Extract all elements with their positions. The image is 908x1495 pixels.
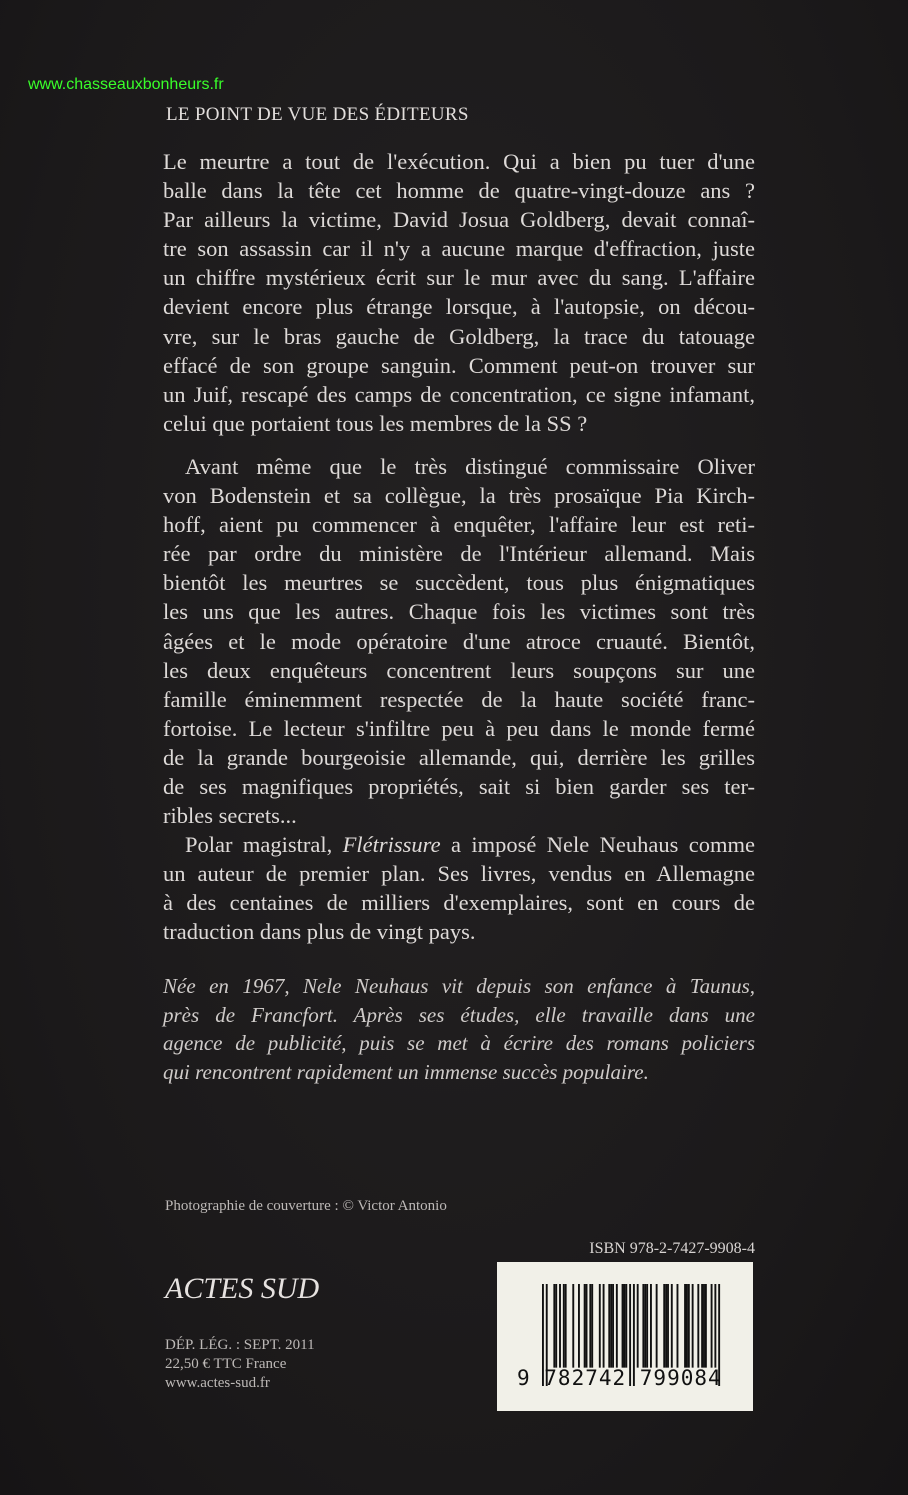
barcode-bar	[584, 1284, 586, 1368]
text-line: les deux enquêteurs concentrent leurs soupçons sur une	[163, 657, 755, 683]
barcode-bar	[671, 1284, 673, 1368]
text-line: Avant même que le très distingué commissaire Oliver	[185, 454, 755, 479]
text-line: traduction dans plus de vingt pays.	[163, 919, 476, 945]
text-line: de ses magnifiques propriétés, sait si bien garder ses ter-	[163, 774, 755, 800]
barcode-bar	[608, 1284, 610, 1368]
barcode-bar	[578, 1284, 580, 1368]
barcode-bar	[665, 1284, 667, 1368]
barcode-bar	[622, 1284, 624, 1368]
text-line: de la grande bourgeoisie allemande, qui, derrière les grilles	[163, 744, 755, 770]
cover-photo-credit: Photographie de couverture : © Victor Antonio	[165, 1198, 447, 1214]
text-line: hoff, aient pu commencer à enquêter, l'affaire leur est reti-	[163, 512, 755, 538]
barcode-bar	[642, 1284, 644, 1368]
barcode-bar	[667, 1284, 669, 1368]
text-line: celui que portaient tous les membres de la SS ?	[163, 410, 588, 436]
text-line: effacé de son groupe sanguin. Comment peut-on trouver sur	[163, 352, 755, 378]
barcode-bar	[684, 1284, 686, 1368]
bio-line: près de Francfort. Après ses études, elle travaille dans une	[163, 1002, 755, 1027]
barcode-bar	[705, 1284, 707, 1368]
barcode-bar	[563, 1284, 565, 1368]
text-line: vre, sur le bras gauche de Goldberg, la trace du tatouage	[163, 323, 755, 349]
text-line: les uns que les autres. Chaque fois les victimes sont très	[163, 599, 755, 625]
barcode-bar	[703, 1284, 705, 1368]
text-line: un chiffre mystérieux écrit sur le mur avec du sang. L'affaire	[163, 265, 755, 291]
barcode-bar	[686, 1284, 688, 1368]
body-paragraph	[163, 452, 755, 830]
text-line: devient encore plus étrange lorsque, à l'autopsie, on décou-	[163, 294, 755, 320]
barcode-bar	[586, 1284, 588, 1368]
body-paragraph	[163, 147, 755, 438]
text-line: bientôt les meurtres se succèdent, tous plus énigmatiques	[163, 570, 755, 596]
barcode-bar	[603, 1284, 605, 1368]
barcode-bar	[572, 1284, 574, 1368]
section-heading: LE POINT DE VUE DES ÉDITEURS	[166, 104, 469, 125]
publisher-website: www.actes-sud.fr	[165, 1375, 270, 1391]
text-line: rée par ordre du ministère de l'Intérieur allemand. Mais	[163, 541, 755, 567]
barcode-bar	[591, 1284, 593, 1368]
text-line: Par ailleurs la victime, David Josua Goldberg, devait connaî-	[163, 207, 755, 233]
barcode-bar	[565, 1284, 567, 1368]
bio-line: qui rencontrent rapidement un immense succès populaire.	[163, 1059, 649, 1084]
barcode-bar	[656, 1284, 658, 1368]
barcode-bar	[701, 1284, 703, 1368]
text-line: von Bodenstein et sa collègue, la très prosaïque Pia Kirch-	[163, 483, 755, 509]
body-paragraph	[163, 830, 755, 946]
barcode-bar	[599, 1284, 601, 1368]
bio-line: Née en 1967, Nele Neuhaus vit depuis son enfance à Taunus,	[163, 974, 755, 998]
barcode-bar	[644, 1284, 646, 1368]
barcode-bar	[714, 1284, 716, 1368]
barcode-bar	[623, 1284, 625, 1368]
isbn: ISBN 978-2-7427-9908-4	[589, 1240, 755, 1257]
barcode-bar	[688, 1284, 690, 1368]
barcode-bar	[646, 1284, 648, 1368]
barcode-bar	[625, 1284, 627, 1368]
bio-line: agence de publicité, puis se met à écrire des romans policiers	[163, 1031, 755, 1055]
text-line: à des centaines de milliers d'exemplaires, sont en cours de	[163, 890, 755, 916]
text-line: ribles secrets...	[163, 803, 297, 829]
price: 22,50 € TTC France	[165, 1356, 287, 1372]
barcode	[497, 1262, 753, 1411]
text-line: famille éminemment respectée de la haute société franc-	[163, 686, 755, 712]
text-line: Le meurtre a tout de l'exécution. Qui a bien pu tuer d'une	[163, 149, 755, 174]
text-line: âgées et le mode opératoire d'une atroce cruauté. Bientôt,	[163, 628, 755, 654]
barcode-bar	[616, 1284, 618, 1368]
barcode-number: 9 782742 799084	[517, 1366, 722, 1390]
barcode-bar	[677, 1284, 679, 1368]
author-bio	[163, 972, 755, 1086]
legal-info	[165, 1336, 315, 1393]
text-line: Polar magistral, Flétrissure a imposé Nele Neuhaus comme	[185, 832, 755, 857]
barcode-bar	[555, 1284, 557, 1368]
barcode-bar	[650, 1284, 652, 1368]
text-line: tre son assassin car il n'y a aucune marque d'effraction, juste	[163, 236, 755, 262]
text-line: un Juif, rescapé des camps de concentration, ce signe infamant,	[163, 381, 755, 407]
text-line: balle dans la tête cet homme de quatre-vingt-douze ans ?	[163, 178, 755, 204]
legal-deposit: DÉP. LÉG. : SEPT. 2011	[165, 1337, 315, 1353]
barcode-bar	[559, 1284, 561, 1368]
barcode-bar	[612, 1284, 614, 1368]
watermark-url: www.chasseauxbonheurs.fr	[28, 76, 224, 93]
barcode-bar	[697, 1284, 699, 1368]
text-line: fortoise. Le lecteur s'infiltre peu à peu dans le monde fermé	[163, 715, 755, 741]
barcode-bar	[553, 1284, 555, 1368]
barcode-bar	[692, 1284, 694, 1368]
barcode-bar	[589, 1284, 591, 1368]
publisher-logo: ACTES SUD	[165, 1272, 320, 1305]
barcode-bar	[663, 1284, 665, 1368]
barcode-bar	[610, 1284, 612, 1368]
text-line: un auteur de premier plan. Ses livres, vendus en Allemagne	[163, 861, 755, 887]
barcode-bar	[637, 1284, 639, 1368]
barcode-bar	[711, 1284, 713, 1368]
